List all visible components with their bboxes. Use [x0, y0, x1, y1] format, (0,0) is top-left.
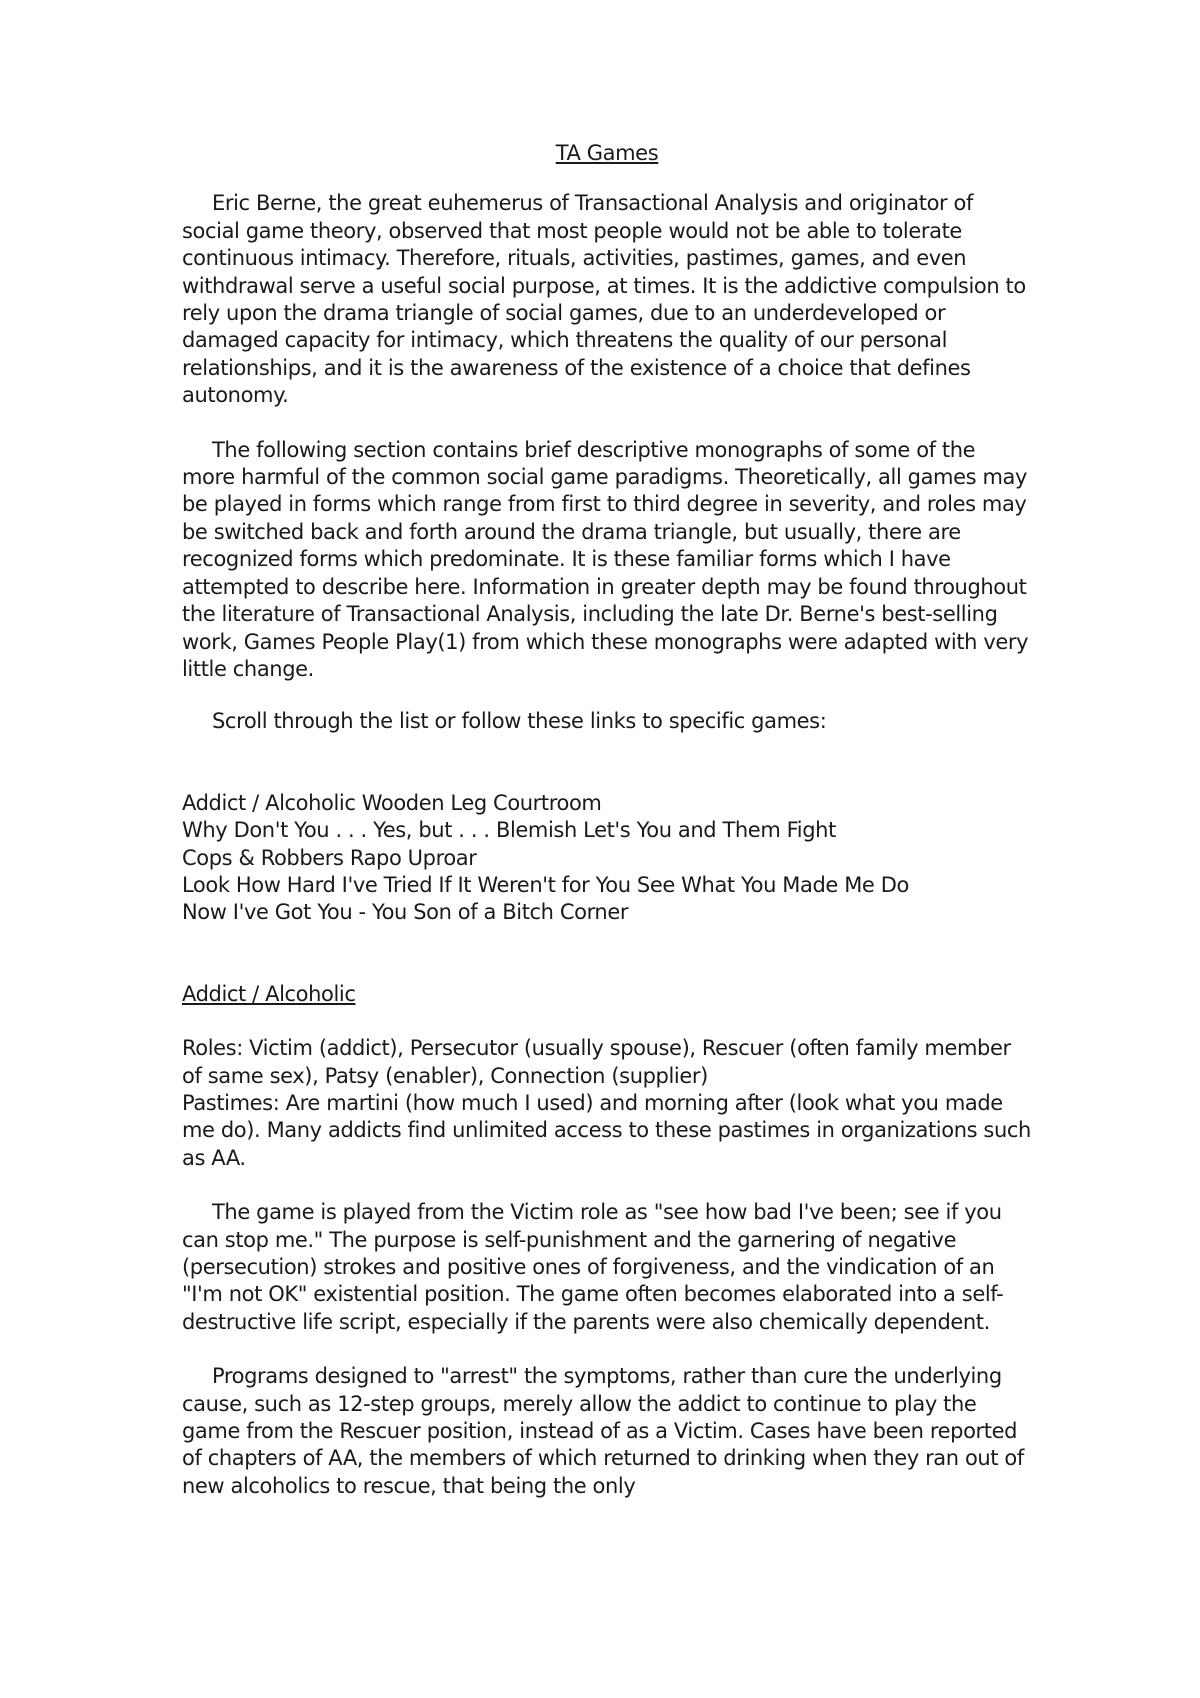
game-link-line[interactable]: Now I've Got You - You Son of a Bitch Corner [182, 900, 629, 925]
intro-paragraph-3: Scroll through the list or follow these links to specific games: [212, 709, 827, 734]
game-link-line[interactable]: Cops & Robbers Rapo Uproar [182, 845, 477, 870]
game-link-line[interactable]: Look How Hard I've Tried If It Weren't for You See What You Made Me Do [182, 872, 909, 897]
pastimes-text: Pastimes: Are martini (how much I used) and morning after (look what you made me do). Many addicts find unlimited access to these pastimes in organizations such as AA. [182, 1090, 1031, 1170]
page-title: TA Games [555, 141, 659, 165]
game-links-list [182, 790, 1032, 927]
roles-text: Roles: Victim (addict), Persecutor (usually spouse), Rescuer (often family member of same sex), Patsy (enabler), Connection (supplier) [182, 1036, 1011, 1088]
game-link-line[interactable]: Addict / Alcoholic Wooden Leg Courtroom [182, 790, 602, 815]
intro-paragraph-2: The following section contains brief descriptive monographs of some of the more harmful of the common social game paradigms. Theoretically, all games may be played in forms which range from first to third degree in severity, and roles may be switched back and forth around the drama triangle, but usually, there are recognized forms which predominate. It is these familiar forms which I have attempted to describe here. Information in greater depth may be found throughout the literature of Transactional Analysis, including the late Dr. Berne's best-selling work, Games People Play(1) from which these monographs were adapted with very little change. [182, 437, 1029, 681]
game-link-line[interactable]: Why Don't You . . . Yes, but . . . Blemish Let's You and Them Fight [182, 818, 836, 843]
intro-paragraph-1: Eric Berne, the great euhemerus of Transactional Analysis and originator of social game theory, observed that most people would not be able to tolerate continuous intimacy. Therefore, rituals, activities, pastimes, games, and even withdrawal serve a useful social purpose, at times. It is the addictive compulsion to rely upon the drama triangle of social games, due to an underdeveloped or damaged capacity for intimacy, which threatens the quality of our personal relationships, and it is the awareness of the existence of a choice that defines autonomy. [182, 191, 1026, 408]
document-page [182, 140, 1032, 1500]
section-paragraph-1: The game is played from the Victim role as "see how bad I've been; see if you can stop me." The purpose is self-punishment and the garnering of negative (persecution) strokes and positive ones of forgiveness, and the vindication of an "I'm not OK" existential position. The game often becomes elaborated into a self-destructive life script, especially if the parents were also chemically dependent. [182, 1200, 1004, 1334]
section-paragraph-2: Programs designed to "arrest" the symptoms, rather than cure the underlying cause, such as 12-step groups, merely allow the addict to continue to play the game from the Rescuer position, instead of as a Victim. Cases have been reported of chapters of AA, the members of which returned to drinking when they ran out of new alcoholics to rescue, that being the only [182, 1364, 1024, 1498]
section-heading: Addict / Alcoholic [182, 981, 356, 1006]
